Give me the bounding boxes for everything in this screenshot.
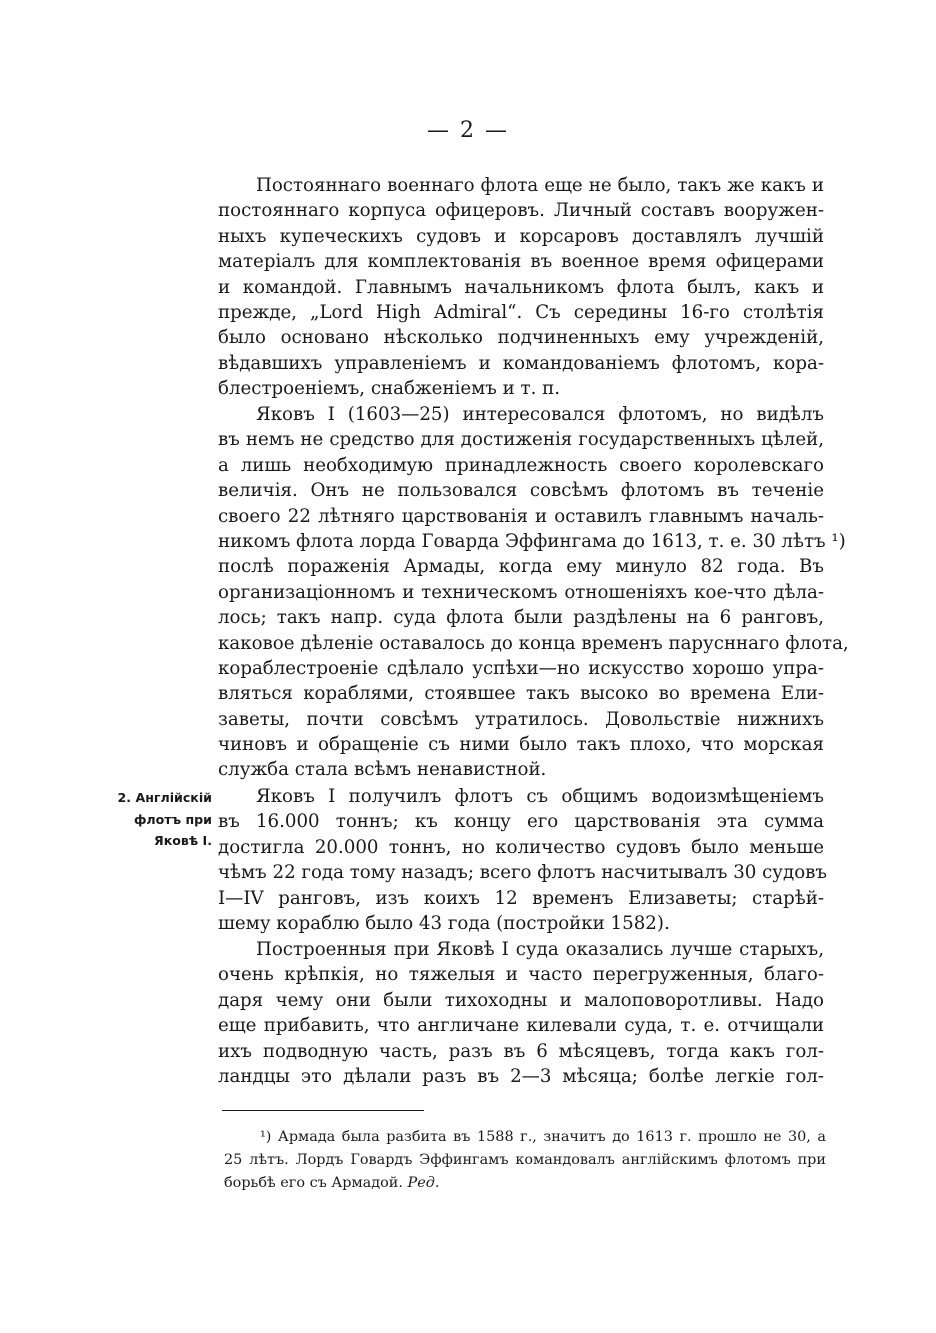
footnote xyxy=(224,1126,826,1195)
text-line: Постояннаго военнаго флота еще не было, такъ же какъ и xyxy=(256,175,824,196)
margin-note-line: 2. Англійскій xyxy=(117,790,212,805)
text-line: чиновъ и обращеніе съ ними было такъ плохо, что морская xyxy=(218,734,824,756)
footnote-line: 25 лѣтъ. Лордъ Говардъ Эффингамъ командовалъ англійскимъ флотомъ при xyxy=(224,1152,826,1168)
text-line: въ немъ не средство для достиженія государственныхъ цѣлей, xyxy=(218,429,824,451)
text-line: достигла 20.000 тоннъ, но количество судовъ было меньше xyxy=(218,836,824,858)
text-line: кораблестроеніе сдѣлало успѣхи—но искусство хорошо упра- xyxy=(218,657,824,679)
text-line: еще прибавить, что англичане килевали суда, т. е. отчищали xyxy=(218,1015,824,1037)
footnote-line xyxy=(224,1172,826,1195)
paragraph-permanent-fleet xyxy=(218,173,824,402)
text-line: величія. Онъ не пользовался совсѣмъ флотомъ въ теченіе xyxy=(218,480,824,502)
text-line: блестроеніемъ, снабженіемъ и т. п. xyxy=(218,378,561,400)
text-line: прежде, „Lord High Admiral“. Съ середины 16-го столѣтія xyxy=(218,301,824,323)
margin-note-line: флотъ при xyxy=(133,811,212,827)
text-line: Яковъ I (1603—25) интересовался флотомъ, но видѣлъ xyxy=(256,404,824,425)
text-line: чѣмъ 22 года тому назадъ; всего флотъ насчитывалъ 30 судовъ xyxy=(218,862,827,884)
margin-note xyxy=(96,787,212,852)
footnote-text: борьбѣ его съ Армадой. xyxy=(224,1175,403,1191)
text-line: очень крѣпкія, но тяжелыя и часто перегруженныя, благо- xyxy=(218,964,824,986)
text-line: шему кораблю было 43 года (постройки 1582). xyxy=(218,912,670,934)
text-line: и командой. Главнымъ начальникомъ флота былъ, какъ и xyxy=(218,276,824,298)
editor-mark: Ред. xyxy=(407,1175,440,1191)
text-line: никомъ флота лорда Говарда Эффингама до 1613, т. е. 30 лѣтъ ¹) xyxy=(218,530,846,552)
text-line: вляться кораблями, стоявшее такъ высоко во времена Ели- xyxy=(218,683,824,705)
paragraph-fleet-tonnage xyxy=(218,784,827,936)
text-line: послѣ пораженія Армады, когда ему минуло 82 года. Въ xyxy=(218,556,824,578)
text-line: своего 22 лѣтняго царствованія и оставилъ главнымъ началь- xyxy=(218,505,824,527)
text-line: а лишь необходимую принадлежность своего королевскаго xyxy=(218,454,824,476)
text-line: матеріалъ для комплектованія въ военное время офицерами xyxy=(218,251,824,273)
text-line: было основано нѣсколько подчиненныхъ ему учрежденій, xyxy=(218,327,824,349)
text-line: вѣдавшихъ управленіемъ и командованіемъ флотомъ, кора- xyxy=(218,352,824,374)
paragraph-james-i-reign xyxy=(218,402,849,783)
text-line: Яковъ I получилъ флотъ съ общимъ водоизмѣщеніемъ xyxy=(256,786,824,807)
text-line: каковое дѣленіе оставалось до конца временъ парусннаго флота, xyxy=(218,632,849,654)
margin-note-line: Яковѣ I. xyxy=(154,833,212,848)
text-line: заветы, почти совсѣмъ утратилось. Довольствіе нижнихъ xyxy=(218,708,824,730)
text-line: даря чему они были тихоходны и малоповоротливы. Надо xyxy=(218,989,824,1011)
text-line: лось; такъ напр. суда флота были раздѣлены на 6 ранговъ, xyxy=(218,607,824,629)
page-number: — 2 — xyxy=(427,118,509,143)
text-line: I—IV ранговъ, изъ коихъ 12 временъ Елизаветы; старѣй- xyxy=(218,887,824,909)
text-line: служба стала всѣмъ ненавистной. xyxy=(218,759,547,781)
text-line: постояннаго корпуса офицеровъ. Личный составъ вооружен- xyxy=(218,200,824,222)
text-line: Построенныя при Яковѣ I суда оказались лучше старыхъ, xyxy=(256,939,824,960)
text-line: ландцы это дѣлали разъ въ 2—3 мѣсяца; болѣе легкіе гол- xyxy=(218,1065,824,1087)
footnote-line: ¹) Армада была разбита въ 1588 г., значитъ до 1613 г. прошло не 30, а xyxy=(260,1129,826,1145)
text-line: ихъ подводную часть, разъ въ 6 мѣсяцевъ, тогда какъ гол- xyxy=(218,1040,824,1062)
footnote-separator xyxy=(222,1110,424,1111)
text-line: организаціонномъ и техническомъ отношеніяхъ кое-что дѣла- xyxy=(218,581,824,603)
text-line: ныхъ купеческихъ судовъ и корсаровъ доставлялъ лучшій xyxy=(218,225,824,247)
paragraph-ship-construction xyxy=(218,937,824,1089)
text-line: въ 16.000 тоннъ; къ концу его царствованія эта сумма xyxy=(218,811,824,833)
